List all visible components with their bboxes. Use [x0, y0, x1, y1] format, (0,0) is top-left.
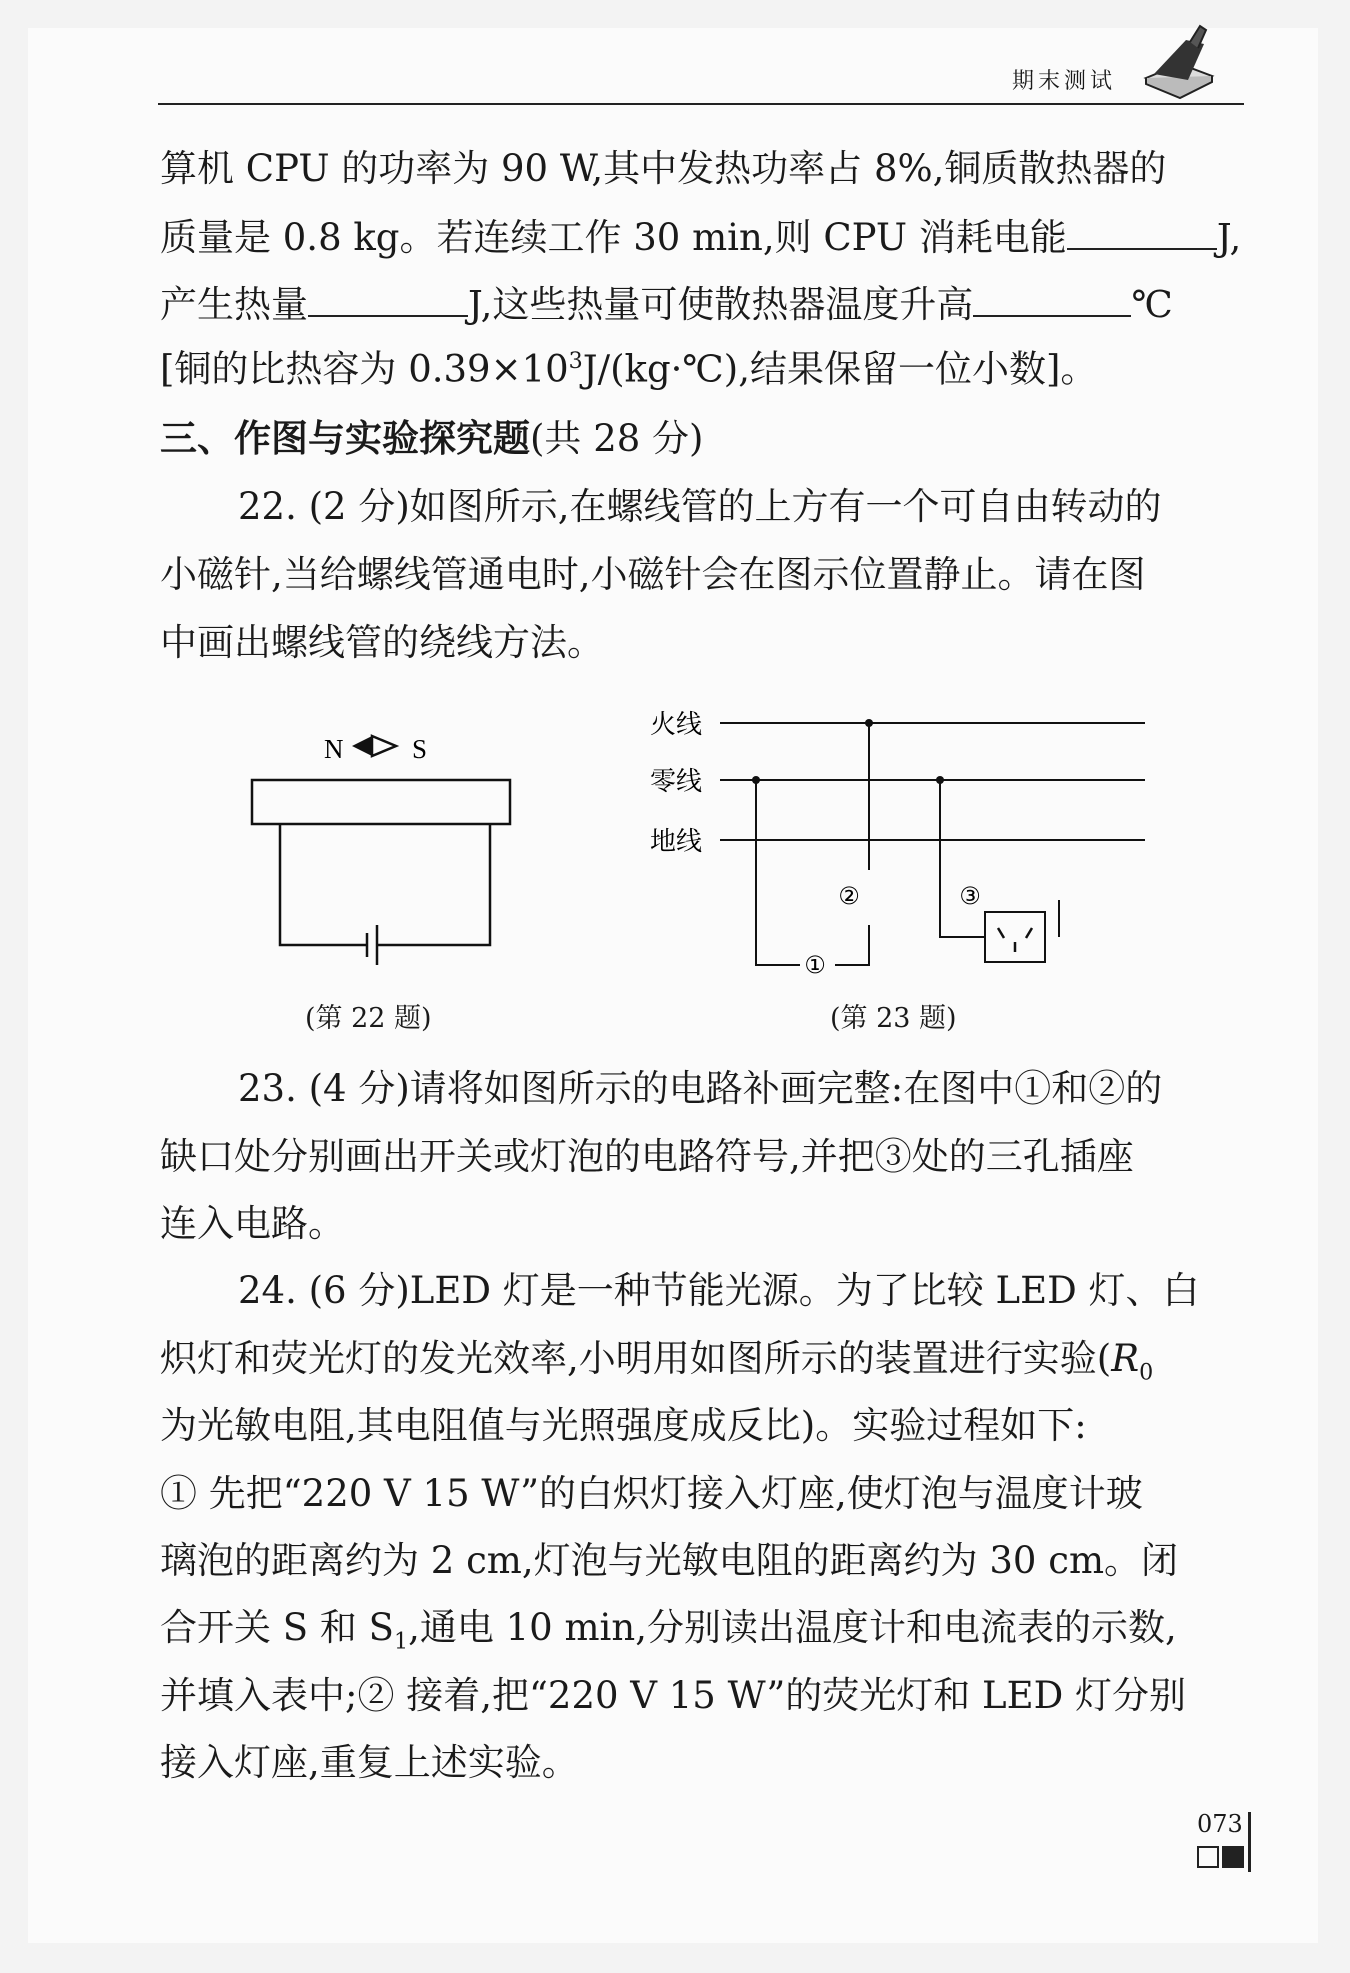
q21-line-3 — [160, 283, 1173, 326]
three-hole-socket — [985, 912, 1045, 962]
live-wire-label: 火线 — [650, 710, 703, 740]
q24-line-3: 为光敏电阻,其电阻值与光照强度成反比)。实验过程如下: — [160, 1404, 1087, 1447]
magnetic-needle-north-half — [352, 736, 372, 756]
q21-line-4 — [160, 347, 1098, 391]
q24-line-2-r: R — [1111, 1337, 1140, 1380]
branch-wire-left — [756, 780, 800, 965]
socket-neutral-lead — [940, 780, 985, 937]
q24-line-4: ① 先把“220 V 15 W”的白炽灯接入灯座,使灯泡与温度计玻 — [160, 1472, 1143, 1515]
q23-line-1: 23. (4 分)请将如图所示的电路补画完整:在图中①和②的 — [238, 1067, 1163, 1110]
gap-1-label: ① — [804, 951, 826, 979]
q24-line-7: 并填入表中;② 接着,把“220 V 15 W”的荧光灯和 LED 灯分别 — [160, 1674, 1187, 1717]
q23-line-3: 连入电路。 — [160, 1202, 345, 1245]
circuit-wire-left — [280, 824, 367, 945]
figure-22-solenoid[interactable] — [240, 720, 530, 980]
solenoid-tube — [252, 780, 510, 824]
q24-line-8: 接入灯座,重复上述实验。 — [160, 1741, 579, 1784]
answer-blank-temperature[interactable] — [973, 283, 1131, 317]
q21-line-3-text-b: J,这些热量可使散热器温度升高 — [468, 283, 974, 326]
figure-23-household-circuit[interactable] — [640, 700, 1160, 990]
book-icon — [1140, 20, 1220, 100]
page-number-rule — [1248, 1812, 1251, 1872]
socket-hole-left — [998, 928, 1004, 938]
figure-23-caption: (第 23 题) — [830, 1003, 957, 1034]
q21-line-4-text-a: [铜的比热容为 0.39×10 — [160, 347, 569, 391]
q24-line-5: 璃泡的距离约为 2 cm,灯泡与光敏电阻的距离约为 30 cm。闭 — [160, 1539, 1179, 1582]
q21-line-2 — [160, 216, 1242, 259]
q21-line-2-unit: J, — [1216, 216, 1242, 259]
q22-line-3: 中画出螺线管的绕线方法。 — [160, 621, 604, 664]
q22-line-2: 小磁针,当给螺线管通电时,小磁针会在图示位置静止。请在图 — [160, 553, 1146, 596]
figure-22-caption: (第 22 题) — [305, 1003, 432, 1034]
section-header-title: 期末测试 — [1012, 69, 1117, 94]
branch-wire-bottom-right — [835, 925, 869, 965]
q21-line-2-text: 质量是 0.8 kg。若连续工作 30 min,则 CPU 消耗电能 — [160, 216, 1067, 259]
magnetic-needle-south-half — [372, 736, 396, 756]
page-marker-empty-box — [1197, 1846, 1219, 1868]
q24-line-2 — [160, 1337, 1154, 1386]
q21-line-3-unit: ℃ — [1131, 283, 1173, 326]
q21-line-3-text-a: 产生热量 — [160, 283, 308, 326]
needle-n-label: N — [324, 734, 344, 764]
gap-2-label: ② — [838, 882, 860, 910]
section-3-score: (共 28 分) — [530, 417, 704, 460]
q24-line-2-r-subscript: 0 — [1139, 1359, 1154, 1386]
header-rule — [158, 103, 1244, 105]
gap-3-label: ③ — [959, 882, 981, 910]
q21-line-4-text-b: J/(kg·℃),结果保留一位小数]。 — [582, 347, 1098, 391]
q22-line-1: 22. (2 分)如图所示,在螺线管的上方有一个可自由转动的 — [238, 485, 1162, 528]
ground-wire-label: 地线 — [650, 827, 703, 857]
section-3-title: 三、作图与实验探究题 — [160, 417, 530, 460]
q24-line-1: 24. (6 分)LED 灯是一种节能光源。为了比较 LED 灯、白 — [238, 1269, 1200, 1312]
neutral-wire-label: 零线 — [650, 767, 703, 797]
page-number: 073 — [1197, 1810, 1243, 1838]
section-3-heading — [160, 417, 704, 460]
page-marker-filled-box — [1222, 1846, 1244, 1868]
answer-blank-heat[interactable] — [308, 283, 468, 317]
circuit-wire-right — [377, 824, 490, 945]
q21-line-4-exponent: 3 — [568, 348, 583, 374]
answer-blank-energy[interactable] — [1067, 216, 1217, 250]
socket-hole-right — [1026, 928, 1032, 938]
q24-line-2-text: 炽灯和荧光灯的发光效率,小明用如图所示的装置进行实验( — [160, 1337, 1112, 1380]
q23-line-2: 缺口处分别画出开关或灯泡的电路符号,并把③处的三孔插座 — [160, 1135, 1134, 1178]
q21-line-1: 算机 CPU 的功率为 90 W,其中发热功率占 8%,铜质散热器的 — [160, 147, 1167, 190]
q24-line-6-subscript: 1 — [393, 1628, 409, 1655]
q24-line-6-text-b: ,通电 10 min,分别读出温度计和电流表的示数, — [408, 1606, 1177, 1649]
q24-line-6-text-a: 合开关 S 和 S — [160, 1606, 394, 1649]
needle-s-label: S — [412, 734, 428, 764]
q24-line-6 — [160, 1606, 1177, 1655]
